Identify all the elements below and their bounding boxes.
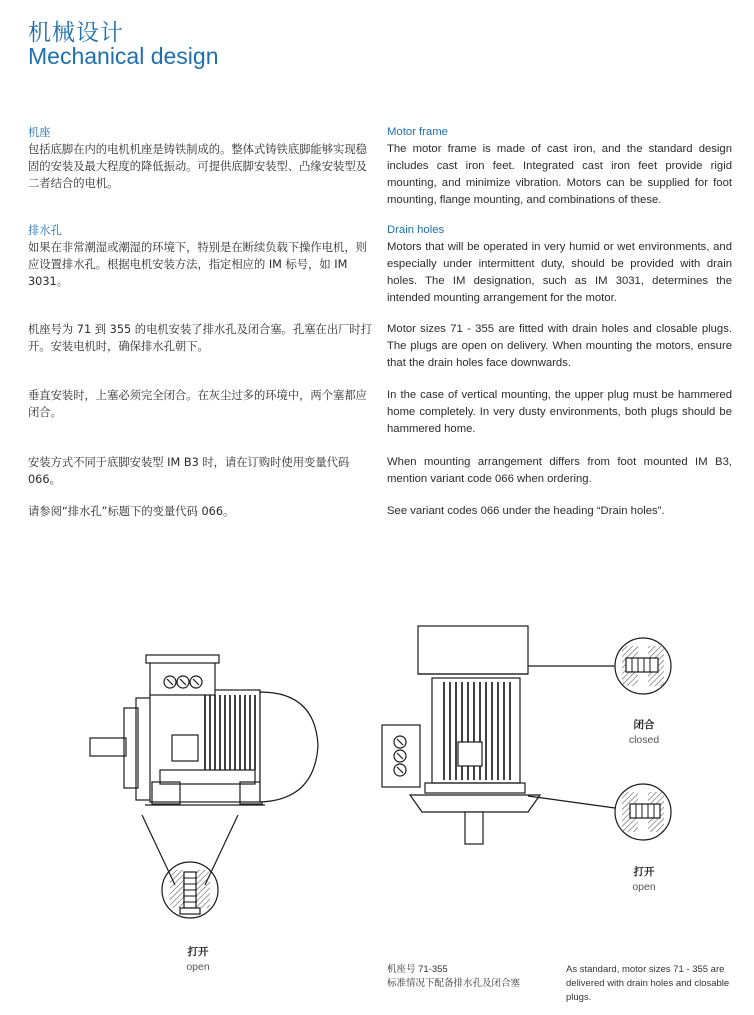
section-text: 包括底脚在内的电机机座是铸铁制成的。整体式铸铁底脚能够实现稳固的安装及最大程度的降低振动。可提供底脚安装型、凸缘安装型及二者结合的电机。 [28,143,367,190]
horizontal-motor-illustration [90,655,318,918]
section-text: 机座号为 71 到 355 的电机安装了排水孔及闭合塞。孔塞在出厂时打开。安装电机时，确保排水孔朝下。 [28,323,373,353]
left-plug-open-label [170,945,226,975]
section-text: The motor frame is made of cast iron, and the standard design includes cast iron feet. Integrated cast iron feet provide rigid mounting, and minimize vibration. Motors can be supplied for foot mounting, flange mounting, and combinations of these. [387,143,732,206]
section-text: 安装方式不同于底脚安装型 IM B3 时，请在订购时使用变量代码 066。 [28,456,350,486]
section-heading: 机座 [28,126,51,139]
caption-line: 标准情况下配备排水孔及闭合塞 [387,978,521,989]
label-en: open [632,881,656,893]
section-text: Motors that will be operated in very humid or wet environments, and especially under intermittent duty, should be provided with drain holes. The IM designation, such as IM 3031, determines the intended mounting arrangement for the motor. [387,241,732,304]
section-text: See variant codes 066 under the heading “Drain holes”. [387,505,665,517]
section-text: In the case of vertical mounting, the upper plug must be hammered home completely. In very dusty environments, both plugs should be hammered home. [387,389,732,435]
page-title-cn: 机械设计 [28,20,124,46]
label-cn: 打开 [187,946,209,958]
figure-caption-en: As standard, motor sizes 71 - 355 are delivered with drain holes and closable plugs. [566,964,730,1003]
section-text: Motor sizes 71 - 355 are fitted with drain holes and closable plugs. The plugs are open on delivery. When mounting the motors, ensure that the drain holes face downwards. [387,323,732,369]
label-en: open [186,961,210,973]
section-text: 垂直安装时，上塞必须完全闭合。在灰尘过多的环境中，两个塞都应闭合。 [28,389,367,419]
section-heading: Drain holes [387,224,445,236]
label-cn: 打开 [633,866,655,878]
closed-plug-label [614,718,674,748]
section-text: When mounting arrangement differs from foot mounted IM B3, mention variant code 066 when ordering. [387,456,732,485]
right-plug-open-label [614,865,674,895]
caption-line: 机座号 71-355 [387,964,448,975]
section-heading: 排水孔 [28,224,62,237]
page-title-en: Mechanical design [28,43,219,69]
label-en: closed [628,734,660,746]
section-text: 如果在非常潮湿或潮湿的环境下，特别是在断续负载下操作电机，则应设置排水孔。根据电机安装方法，指定相应的 IM 标号，如 IM 3031。 [28,241,367,288]
label-cn: 闭合 [633,719,655,731]
figure-caption-cn [387,963,557,991]
section-text: 请参阅“排水孔”标题下的变量代码 066。 [28,505,235,518]
section-heading: Motor frame [387,126,448,138]
